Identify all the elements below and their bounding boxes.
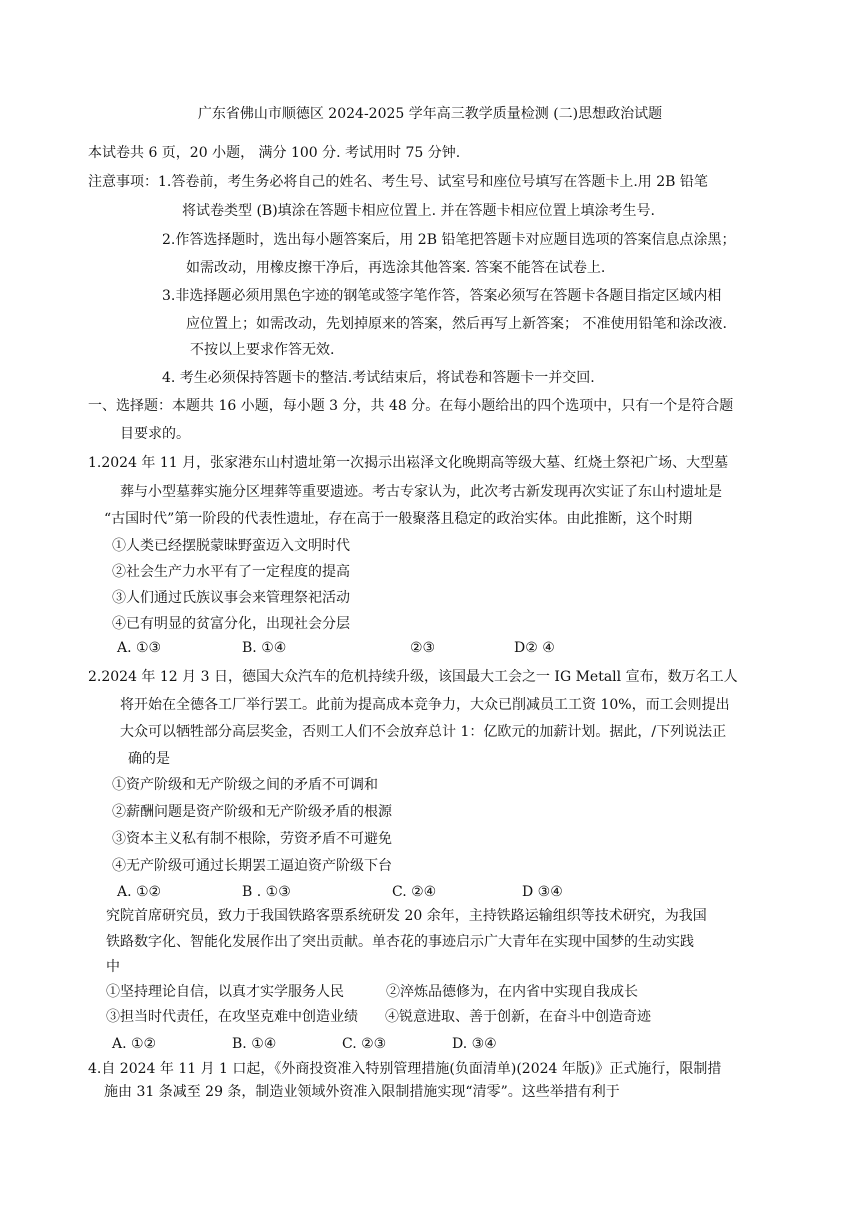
answer-choice-b: B. ①④ bbox=[232, 1036, 277, 1052]
question-line: 中 bbox=[106, 959, 120, 975]
question-line: 铁路数字化、智能化发展作出了突出贡献。单杏花的事迹启示广大青年在实现中国梦的生动实践 bbox=[106, 934, 694, 950]
question-line: 葬与小型墓葬实施分区埋葬等重要遗迹。考古专家认为，此次考古新发现再次实证了东山村遗址是 bbox=[120, 484, 722, 500]
answer-choice-c: ②③ bbox=[410, 640, 436, 656]
page-title: 广东省佛山市顺德区 2024-2025 学年高三教学质量检测 (二)思想政治试题 bbox=[197, 106, 663, 122]
notice-line: 如需改动，用橡皮擦干净后，再选涂其他答案. 答案不能答在试卷上. bbox=[186, 260, 606, 276]
statement-option: ①人类已经摆脱蒙昧野蛮迈入文明时代 bbox=[112, 538, 350, 554]
answer-choice-d: D② ④ bbox=[514, 640, 555, 656]
notice-line: 应位置上；如需改动，先划掉原来的答案，然后再写上新答案； 不准使用铅笔和涂改液. bbox=[186, 316, 727, 332]
answer-choice-c: C. ②③ bbox=[342, 1036, 387, 1052]
statement-option: ④锐意进取、善于创新，在奋斗中创造奇迹 bbox=[385, 1009, 651, 1025]
statement-option: ②社会生产力水平有了一定程度的提高 bbox=[112, 564, 350, 580]
notice-line: 将试卷类型 (B)填涂在答题卡相应位置上. 并在答题卡相应位置上填涂考生号. bbox=[182, 203, 656, 219]
exam-intro: 本试卷共 6 页，20 小题， 满分 100 分. 考试用时 75 分钟. bbox=[88, 145, 461, 161]
statement-option: ④已有明显的贫富分化，出现社会分层 bbox=[112, 616, 350, 632]
section-line: 目要求的。 bbox=[120, 426, 190, 442]
question-line: 4.自 2024 年 11 月 1 口起，《外商投资准入特别管理措施(负面清单)(2024 年版)》正式施行，限制措 bbox=[88, 1061, 722, 1077]
notice-line: 注意事项：1.答卷前，考生务必将自己的姓名、考生号、试室号和座位号填写在答题卡上.用 2B 铅笔 bbox=[88, 174, 708, 190]
answer-choice-a: A. ①② bbox=[117, 884, 162, 900]
answer-choice-b: B. ①④ bbox=[242, 640, 287, 656]
question-line: 将开始在全德各工厂举行罢工。此前为提高成本竞争力，大众已削减员工工资 10%，而工会则提出 bbox=[120, 697, 730, 713]
notice-line: 2.作答选择题时，选出每小题答案后，用 2B 铅笔把答题卡对应题目选项的答案信息点涂黑； bbox=[162, 232, 736, 248]
question-line: 大众可以牺牲部分高层奖金，否则工人们不会放弃总计 1：亿欧元的加薪计划。据此，/下列说法正 bbox=[120, 724, 727, 740]
question-line: 施由 31 条减至 29 条，制造业领域外资准入限制措施实现“清零”。这些举措有利于 bbox=[104, 1084, 620, 1100]
statement-option: ③担当时代责任，在攻坚克难中创造业绩 bbox=[106, 1009, 358, 1025]
answer-choice-d: D ③④ bbox=[522, 884, 563, 900]
answer-choice-a: A. ①③ bbox=[117, 640, 162, 656]
statement-option: ③资本主义私有制不根除，劳资矛盾不可避免 bbox=[112, 831, 392, 847]
section-line: 一、选择题：本题共 16 小题，每小题 3 分，共 48 分。在每小题给出的四个选项中，只有一个是符合题 bbox=[88, 398, 734, 414]
answer-choice-d: D. ③④ bbox=[452, 1036, 497, 1052]
statement-option: ③人们通过氏族议事会来管理祭祀活动 bbox=[112, 590, 350, 606]
question-line: 究院首席研究员，致力于我国铁路客票系统研发 20 余年，主持铁路运输组织等技术研究，为我国 bbox=[106, 908, 707, 924]
question-line: 1.2024 年 11 月，张家港东山村遗址第一次揭示出崧泽文化晚期高等级大墓、红烧土祭祀广场、大型墓 bbox=[88, 455, 729, 471]
answer-choice-c: C. ②④ bbox=[392, 884, 437, 900]
question-line: 确的是 bbox=[128, 751, 170, 767]
notice-line: 3.非选择题必须用黑色字迹的钢笔或签字笔作答，答案必须写在答题卡各题目指定区域内相 bbox=[162, 288, 722, 304]
answer-choice-b: B . ①③ bbox=[242, 884, 291, 900]
notice-line: 4. 考生必须保持答题卡的整洁.考试结束后，将试卷和答题卡一并交回. bbox=[162, 370, 595, 386]
notice-line: 不按以上要求作答无效. bbox=[190, 342, 335, 358]
question-line: 2.2024 年 12 月 3 日，德国大众汽车的危机持续升级，该国最大工会之一 IG Metall 宣布，数万名工人 bbox=[88, 669, 738, 685]
statement-option: ①坚持理论自信，以真才实学服务人民 bbox=[106, 984, 344, 1000]
statement-option: ②淬炼品德修为，在内省中实现自我成长 bbox=[386, 984, 638, 1000]
statement-option: ④无产阶级可通过长期罢工逼迫资产阶级下台 bbox=[112, 858, 392, 874]
question-line: “古国时代”第一阶段的代表性遗址，存在高于一般聚落且稳定的政治实体。由此推断，这个时期 bbox=[104, 511, 693, 527]
statement-option: ①资产阶级和无产阶级之间的矛盾不可调和 bbox=[112, 777, 378, 793]
statement-option: ②薪酬问题是资产阶级和无产阶级矛盾的根源 bbox=[112, 804, 392, 820]
answer-choice-a: A. ①② bbox=[112, 1036, 157, 1052]
